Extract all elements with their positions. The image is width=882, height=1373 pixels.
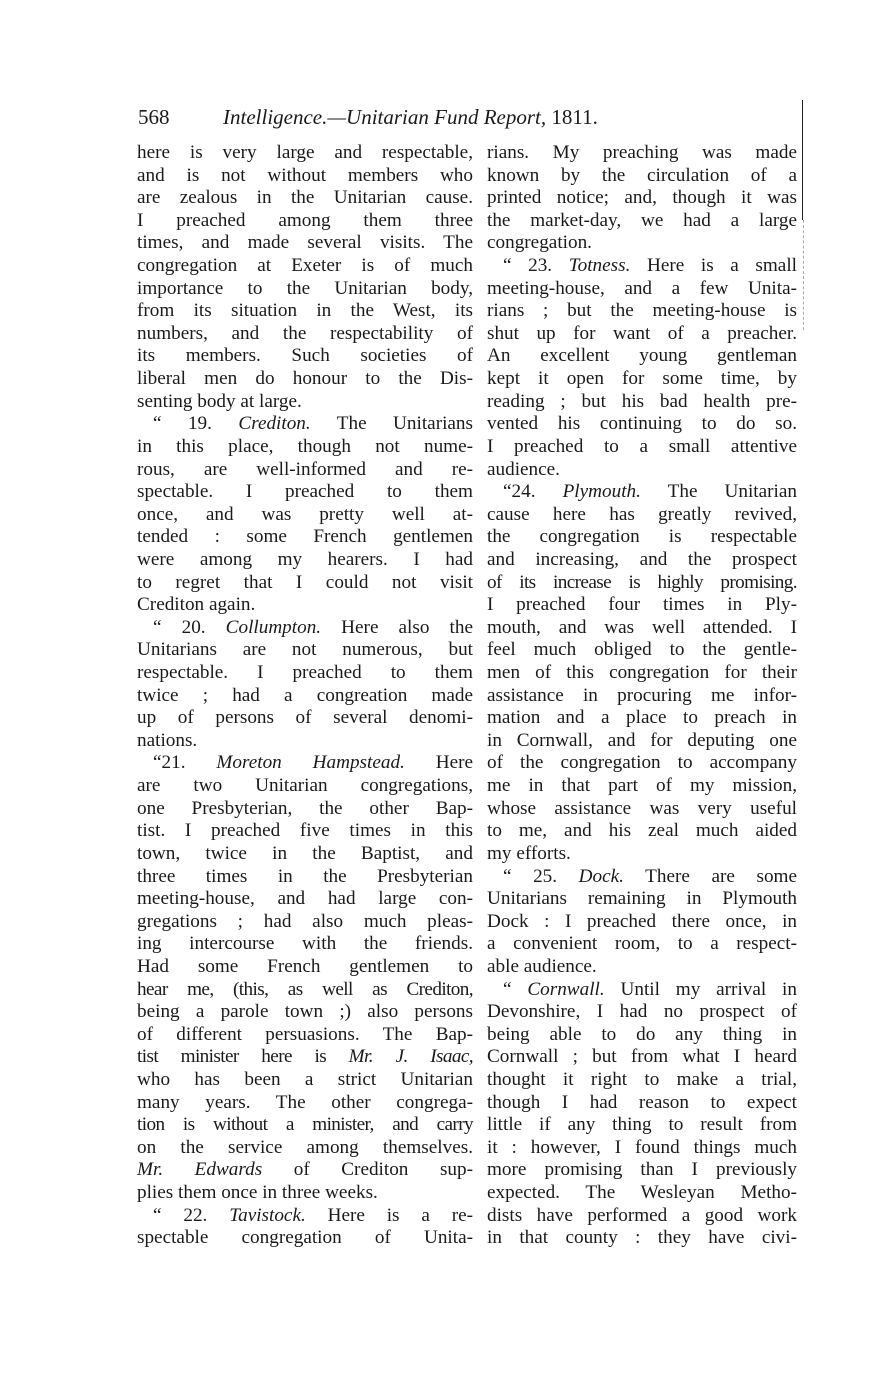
text-run: respectable. I preached to them xyxy=(137,662,473,684)
text-run: Here is a small xyxy=(630,255,797,277)
text-run: once, and was pretty well at- xyxy=(137,503,473,525)
text-line xyxy=(487,979,797,1002)
text-run: from its situation in the West, its xyxy=(137,300,473,322)
text-line xyxy=(137,888,473,911)
text-run: The Unitarians xyxy=(310,413,473,435)
text-run: and increasing, and the prospect xyxy=(487,548,797,570)
text-run: in this place, though not nume- xyxy=(137,435,473,457)
text-line xyxy=(487,1092,797,1115)
text-run: vented his continuing to do so. xyxy=(487,413,797,435)
text-line xyxy=(137,549,473,572)
text-run: assistance in procuring me infor- xyxy=(487,684,797,706)
text-run: tist. I preached five times in this xyxy=(137,820,473,842)
text-line xyxy=(487,1137,797,1160)
running-title-text: Intelligence.—Unitarian Fund Report, xyxy=(223,105,547,129)
text-line xyxy=(487,707,797,730)
text-run: Here also the xyxy=(321,616,473,638)
italic-name: Crediton. xyxy=(238,413,311,435)
text-run: “ xyxy=(503,978,528,1000)
text-line xyxy=(137,1024,473,1047)
text-line xyxy=(487,1069,797,1092)
text-line xyxy=(137,345,473,368)
text-line xyxy=(487,752,797,775)
text-run: I preached among them three xyxy=(137,209,473,231)
text-run: town, twice in the Baptist, and xyxy=(137,842,473,864)
text-run: in that county : they have civi- xyxy=(487,1227,797,1249)
text-line xyxy=(487,549,797,572)
text-run: senting body at large. xyxy=(137,390,302,412)
text-run: Dock : I preached there once, in xyxy=(487,910,797,932)
text-run: tist minister here is xyxy=(137,1046,349,1068)
text-run: on the service among themselves. xyxy=(137,1136,473,1158)
text-line xyxy=(137,685,473,708)
text-line xyxy=(487,730,797,753)
text-line xyxy=(487,1227,797,1250)
text-run: little if any thing to result from xyxy=(487,1114,797,1136)
text-line xyxy=(137,436,473,459)
text-line xyxy=(137,504,473,527)
text-run: ing intercourse with the friends. xyxy=(137,933,473,955)
text-line xyxy=(137,911,473,934)
text-line xyxy=(487,617,797,640)
text-run: spectable congregation of Unita- xyxy=(137,1227,473,1249)
text-run: gregations ; had also much pleas- xyxy=(137,910,473,932)
text-line xyxy=(137,323,473,346)
text-line xyxy=(487,526,797,549)
text-run: “24. xyxy=(503,481,563,503)
text-run: times, and made several visits. The xyxy=(137,232,473,254)
text-line xyxy=(137,1205,473,1228)
text-run: known by the circulation of a xyxy=(487,164,797,186)
text-run: one Presbyterian, the other Bap- xyxy=(137,797,473,819)
text-run: audience. xyxy=(487,458,560,480)
text-line xyxy=(487,187,797,210)
text-run: Unitarians are not numerous, but xyxy=(137,639,473,661)
text-line xyxy=(487,368,797,391)
text-line xyxy=(137,1182,473,1205)
text-line xyxy=(137,255,473,278)
text-run: being able to do any thing in xyxy=(487,1023,797,1045)
text-run: cause here has greatly revived, xyxy=(487,503,797,525)
text-run: Unitarians remaining in Plymouth xyxy=(487,888,797,910)
text-line xyxy=(137,639,473,662)
text-run: “21. xyxy=(153,752,217,774)
text-line xyxy=(487,459,797,482)
text-line xyxy=(137,278,473,301)
text-line xyxy=(137,481,473,504)
text-run: expected. The Wesleyan Metho- xyxy=(487,1182,797,1204)
text-run: are two Unitarian congregations, xyxy=(137,775,473,797)
text-run: able audience. xyxy=(487,955,597,977)
text-line xyxy=(137,232,473,255)
text-line xyxy=(487,436,797,459)
text-line xyxy=(137,798,473,821)
text-run: dists have performed a good work xyxy=(487,1204,797,1226)
text-run: Cornwall ; but from what I heard xyxy=(487,1046,797,1068)
italic-name: Tavistock. xyxy=(229,1204,306,1226)
text-line xyxy=(487,165,797,188)
text-line xyxy=(137,730,473,753)
text-run: of Crediton sup- xyxy=(262,1159,473,1181)
text-line xyxy=(137,820,473,843)
text-line xyxy=(487,1114,797,1137)
text-run: Here is a re- xyxy=(305,1204,473,1226)
text-run: the congregation is respectable xyxy=(487,526,797,548)
text-run: and is not without members who xyxy=(137,164,473,186)
text-line xyxy=(137,752,473,775)
text-run: feel much obliged to the gentle- xyxy=(487,639,797,661)
text-line xyxy=(137,1092,473,1115)
text-line xyxy=(487,662,797,685)
text-line xyxy=(137,368,473,391)
text-run: “ 23. xyxy=(503,255,569,277)
running-header xyxy=(138,103,778,131)
text-run: There are some xyxy=(623,865,797,887)
text-run: who has been a strict Unitarian xyxy=(137,1068,473,1090)
text-line xyxy=(137,526,473,549)
italic-name: Dock. xyxy=(578,865,624,887)
text-run: hear me, (this, as well as Crediton, xyxy=(137,978,473,1000)
running-title xyxy=(223,103,598,131)
text-line xyxy=(487,866,797,889)
text-run: of its increase is highly promising. xyxy=(487,571,797,593)
text-line xyxy=(137,413,473,436)
text-line xyxy=(487,639,797,662)
italic-name: Cornwall. xyxy=(527,978,605,1000)
text-run: rians. My preaching was made xyxy=(487,142,797,163)
text-line xyxy=(487,888,797,911)
text-line xyxy=(137,1069,473,1092)
text-line xyxy=(137,187,473,210)
text-run: reading ; but his bad health pre- xyxy=(487,390,797,412)
text-run: An excellent young gentleman xyxy=(487,345,797,367)
text-run: are zealous in the Unitarian cause. xyxy=(137,187,473,209)
text-line xyxy=(487,1024,797,1047)
text-run: importance to the Unitarian body, xyxy=(137,277,473,299)
text-line xyxy=(137,775,473,798)
text-run: mation and a place to preach in xyxy=(487,707,797,729)
text-run: twice ; had a congreation made xyxy=(137,684,473,706)
text-line xyxy=(137,142,473,165)
text-line xyxy=(487,345,797,368)
text-run: its members. Such societies of xyxy=(137,345,473,367)
text-run: to me, and his zeal much aided xyxy=(487,820,797,842)
text-run: kept it open for some time, by xyxy=(487,368,797,390)
text-run: whose assistance was very useful xyxy=(487,797,797,819)
text-run: congregation. xyxy=(487,232,592,254)
text-line xyxy=(487,820,797,843)
text-line xyxy=(487,323,797,346)
text-run: printed notice; and, though it was xyxy=(487,187,797,209)
text-line xyxy=(137,1114,473,1137)
text-line xyxy=(487,142,797,165)
text-line xyxy=(137,210,473,233)
italic-name: Plymouth. xyxy=(562,481,641,503)
text-run: The Unitarian xyxy=(640,481,797,503)
text-run: “ 20. xyxy=(153,616,226,638)
text-run: being a parole town ;) also persons xyxy=(137,1001,473,1023)
text-line xyxy=(487,300,797,323)
text-line xyxy=(487,685,797,708)
text-run: “ 25. xyxy=(503,865,579,887)
text-run: shut up for want of a preacher. xyxy=(487,322,797,344)
running-title-year: 1811. xyxy=(551,105,598,129)
text-run: my efforts. xyxy=(487,842,571,864)
margin-rule-faint xyxy=(803,220,805,330)
text-run: Had some French gentlemen to xyxy=(137,955,473,977)
text-line xyxy=(487,594,797,617)
text-line xyxy=(137,1137,473,1160)
text-line xyxy=(137,707,473,730)
text-line xyxy=(137,300,473,323)
text-run: rous, are well-informed and re- xyxy=(137,458,473,480)
text-line xyxy=(137,594,473,617)
italic-name: Collumpton. xyxy=(225,616,322,638)
text-run: more promising than I previously xyxy=(487,1159,797,1181)
italic-name: Mr. Edwards xyxy=(137,1159,263,1181)
text-run: I preached four times in Ply- xyxy=(487,594,797,616)
text-line xyxy=(487,1159,797,1182)
text-line xyxy=(137,1227,473,1250)
text-run: “ 19. xyxy=(153,413,239,435)
text-line xyxy=(487,391,797,414)
text-line xyxy=(487,413,797,436)
text-run: tended : some French gentlemen xyxy=(137,526,473,548)
text-run: here is very large and respectable, xyxy=(137,142,473,163)
text-line xyxy=(487,1001,797,1024)
text-run: me in that part of my mission, xyxy=(487,775,797,797)
text-run: in Cornwall, and for deputing one xyxy=(487,729,797,751)
text-run: numbers, and the respectability of xyxy=(137,322,473,344)
italic-name: Moreton Hampstead. xyxy=(216,752,405,774)
text-line xyxy=(137,1001,473,1024)
text-run: thought it right to make a trial, xyxy=(487,1068,797,1090)
text-line xyxy=(137,572,473,595)
text-line xyxy=(137,956,473,979)
text-run: of the congregation to accompany xyxy=(487,752,797,774)
text-line xyxy=(487,843,797,866)
italic-name: Mr. J. Isaac, xyxy=(348,1046,473,1068)
text-line xyxy=(137,391,473,414)
text-line xyxy=(487,956,797,979)
text-run: I preached to a small attentive xyxy=(487,435,797,457)
text-line xyxy=(137,165,473,188)
text-run: Until my arrival in xyxy=(604,978,797,1000)
text-run: mouth, and was well attended. I xyxy=(487,616,797,638)
text-line xyxy=(487,775,797,798)
text-line xyxy=(487,210,797,233)
text-line xyxy=(487,504,797,527)
text-run: up of persons of several denomi- xyxy=(137,707,473,729)
text-line xyxy=(487,1046,797,1069)
text-run: men of this congregation for their xyxy=(487,662,797,684)
text-line xyxy=(137,843,473,866)
italic-name: Totness. xyxy=(568,255,631,277)
text-line xyxy=(487,255,797,278)
text-run: many years. The other congrega- xyxy=(137,1091,473,1113)
text-run: Here xyxy=(404,752,473,774)
text-line xyxy=(487,232,797,255)
text-run: Devonshire, I had no prospect of xyxy=(487,1001,797,1023)
text-line xyxy=(137,617,473,640)
text-run: it : however, I found things much xyxy=(487,1136,797,1158)
text-line xyxy=(487,933,797,956)
text-line xyxy=(137,1159,473,1182)
text-run: Crediton again. xyxy=(137,594,256,616)
text-run: rians ; but the meeting-house is xyxy=(487,300,797,322)
text-line xyxy=(137,459,473,482)
text-line xyxy=(487,798,797,821)
text-run: a convenient room, to a respect- xyxy=(487,933,797,955)
text-line xyxy=(137,1046,473,1069)
left-column xyxy=(137,142,473,1250)
text-line xyxy=(487,481,797,504)
right-column xyxy=(487,142,797,1250)
text-run: though I had reason to expect xyxy=(487,1091,797,1113)
text-line xyxy=(487,911,797,934)
text-run: meeting-house, and had large con- xyxy=(137,888,473,910)
text-run: tion is without a minister, and carry xyxy=(137,1114,473,1136)
text-line xyxy=(487,278,797,301)
text-run: meeting-house, and a few Unita- xyxy=(487,277,797,299)
text-line xyxy=(487,1205,797,1228)
page-number: 568 xyxy=(138,105,170,129)
text-line xyxy=(137,866,473,889)
text-run: the market-day, we had a large xyxy=(487,209,797,231)
text-run: nations. xyxy=(137,729,198,751)
text-line xyxy=(137,979,473,1002)
text-line xyxy=(487,1182,797,1205)
text-line xyxy=(137,933,473,956)
text-line xyxy=(487,572,797,595)
text-run: spectable. I preached to them xyxy=(137,481,473,503)
text-line xyxy=(137,662,473,685)
text-run: to regret that I could not visit xyxy=(137,571,473,593)
text-run: of different persuasions. The Bap- xyxy=(137,1023,473,1045)
text-run: “ 22. xyxy=(153,1204,230,1226)
text-run: liberal men do honour to the Dis- xyxy=(137,368,473,390)
text-run: three times in the Presbyterian xyxy=(137,865,473,887)
margin-rule xyxy=(802,100,803,220)
text-run: plies them once in three weeks. xyxy=(137,1182,378,1204)
text-run: were among my hearers. I had xyxy=(137,548,473,570)
text-run: congregation at Exeter is of much xyxy=(137,255,473,277)
